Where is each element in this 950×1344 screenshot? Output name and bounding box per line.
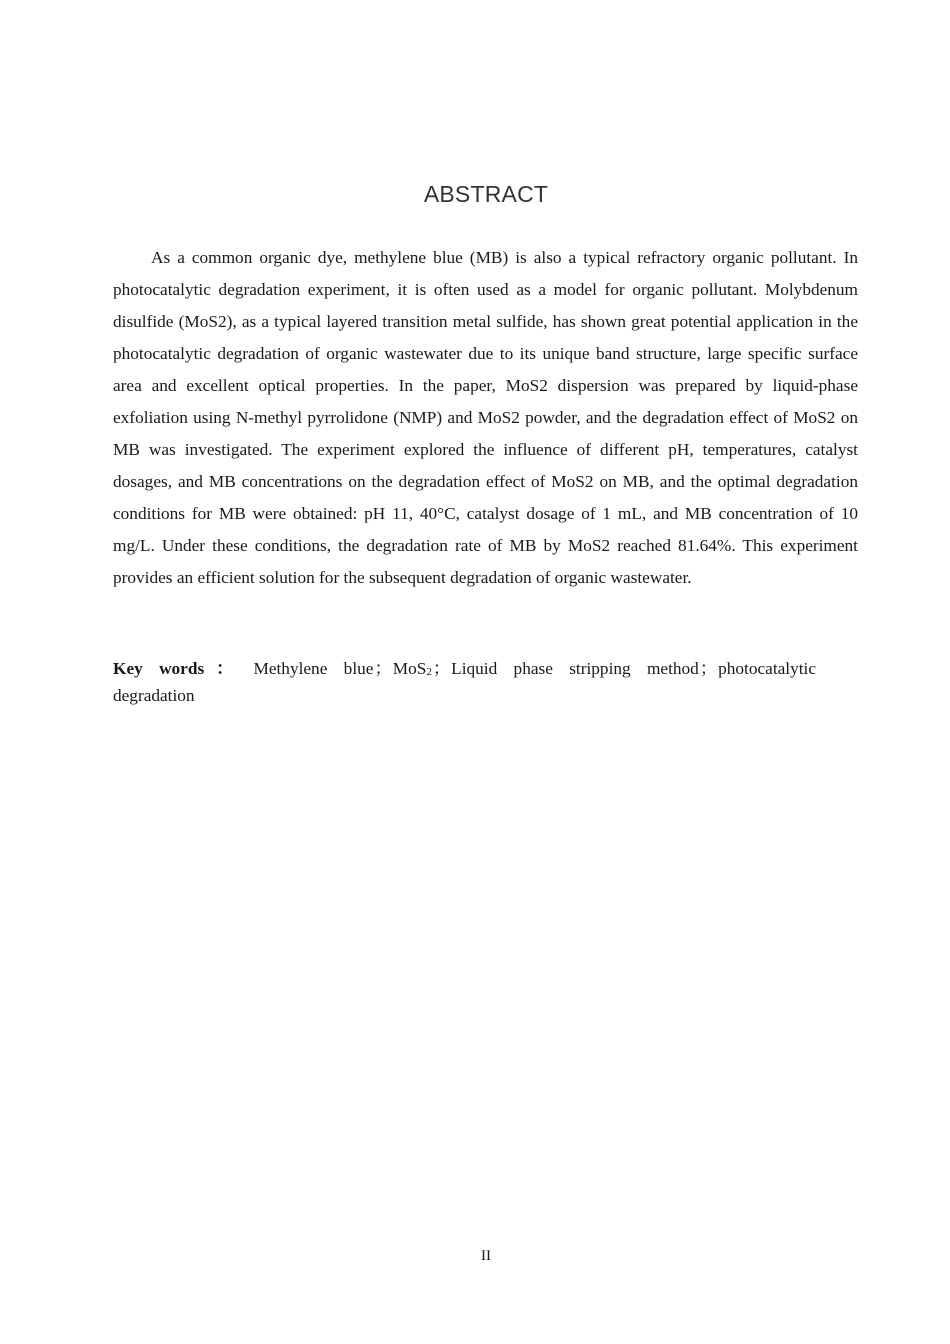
keyword-methylene-blue: Methylene blue	[253, 659, 374, 678]
keyword-separator: ；	[432, 659, 451, 678]
abstract-title: ABSTRACT	[423, 181, 549, 207]
keyword-mos2	[393, 659, 432, 678]
abstract-body: As a common organic dye, methylene blue (MB) is also a typical refractory organic pollutant. In photocatalytic degradation experiment, it is often used as a model for organic pollutant. Molybdenum disulfide (MoS2), as a typical layered transition metal sulfide, has shown great potential application in the photocatalytic degradation of organic wastewater due to its unique band structure, large specific surface area and excellent optical properties. In the paper, MoS2 dispersion was prepared by liquid-phase exfoliation using N-methyl pyrrolidone (NMP) and MoS2 powder, and the degradation effect of MoS2 on MB was investigated. The experiment explored the influence of different pH, temperatures, catalyst dosages, and MB concentrations on the degradation effect of MoS2 on MB, and the optimal degradation conditions for MB were obtained: pH 11, 40°C, catalyst dosage of 1 mL, and MB concentration of 10 mg/L. Under these conditions, the degradation rate of MB by MoS2 reached 81.64%. This experiment provides an efficient solution for the subsequent degradation of organic wastewater.	[113, 248, 858, 587]
keyword-photocatalytic-degradation: photocatalytic degradation	[113, 659, 816, 705]
keyword-mos2-base: MoS	[392, 659, 427, 678]
keyword-separator: ；	[699, 659, 718, 678]
page-number: II	[481, 1248, 491, 1264]
keywords-line	[113, 657, 816, 708]
keyword-mos2-subscript: 2	[426, 666, 432, 678]
keyword-separator: ；	[374, 659, 392, 678]
keywords-label: Key words：	[113, 659, 246, 678]
keyword-liquid-phase-stripping: Liquid phase stripping method	[451, 659, 699, 678]
